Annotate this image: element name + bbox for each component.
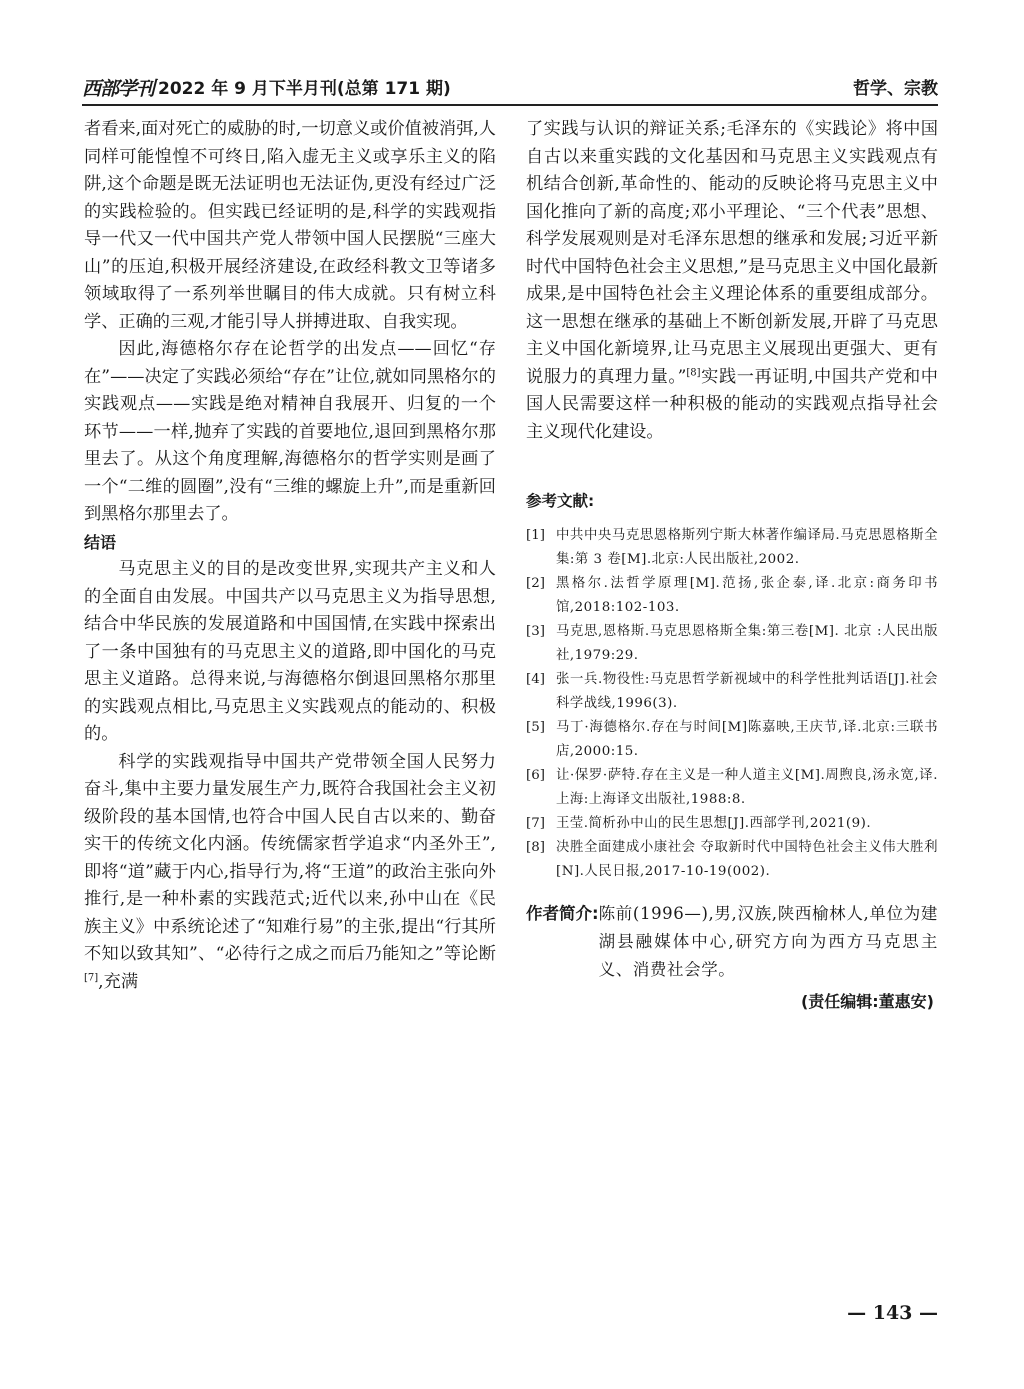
reference-number: [2] [526, 575, 545, 591]
reference-item [526, 572, 938, 620]
paragraph-text: 实践一再证明,中国共产党和中国人民需要这样一种积极的能动的实践观点指导社会主义现代化建设。 [526, 366, 938, 442]
page-header [82, 66, 938, 106]
reference-text: 马克思,恩格斯.马克思恩格斯全集:第三卷[M]. 北京 :人民出版社,1979:29. [556, 623, 938, 663]
author-bio [526, 900, 938, 984]
paragraph: 者看来,面对死亡的威胁的时,一切意义或价值被消弭,人同样可能惶惶不可终日,陷入虚无主义或享乐主义的陷阱,这个命题是既无法证明也无法证伪,更没有经过广泛的实践检验的。但实践已经证明的是,科学的实践观指导一代又一代中国共产党人带领中国人民摆脱“三座大山”的压迫,积极开展经济建设,在政经科教文卫等诸多领域取得了一系列举世瞩目的伟大成就。只有树立科学、正确的三观,才能引导人拼搏进取、自我实现。 [84, 119, 496, 332]
paragraph: 因此,海德格尔存在论哲学的出发点——回忆“存在”——决定了实践必须给“存在”让位,就如同黑格尔的实践观点——实践是绝对精神自我展开、归复的一个环节——一样,抛弃了实践的首要地位,退回到黑格尔那里去了。从这个角度理解,海德格尔的哲学实则是画了一个“二维的圆圈”,没有“三维的螺旋上升”,而是重新回到黑格尔那里去了。 [84, 339, 496, 524]
left-column [84, 116, 496, 996]
reference-number: [8] [526, 839, 545, 855]
reference-number: [3] [526, 623, 545, 639]
reference-item [526, 812, 938, 836]
header-rule [82, 104, 938, 106]
reference-number: [7] [526, 815, 545, 831]
section-name: 哲学、宗教 [853, 79, 938, 99]
reference-text: 黑格尔.法哲学原理[M].范扬,张企泰,译.北京:商务印书馆,2018:102-103. [556, 575, 938, 615]
reference-item [526, 620, 938, 668]
paragraph-text: 了实践与认识的辩证关系;毛泽东的《实践论》将中国自古以来重实践的文化基因和马克思主义实践观点有机结合创新,革命性的、能动的反映论将马克思主义中国化推向了新的高度;邓小平理论、“三个代表”思想、科学发展观则是对毛泽东思想的继承和发展;习近平新时代中国特色社会主义思想,”是马克思主义中国化最新成果,是中国特色社会主义理论体系的重要组成部分。这一思想在继承的基础上不断创新发展,开辟了马克思主义中国化新境界,让马克思主义展现出更强大、更有说服力的真理力量。” [526, 119, 938, 387]
paragraph-text: ,充满 [98, 971, 139, 992]
paragraph-text: 科学的实践观指导中国共产党带领全国人民努力奋斗,集中主要力量发展生产力,既符合我国社会主义初级阶段的基本国情,也符合中国人民自古以来的、勤奋实干的传统文化内涵。传统儒家哲学追求“内圣外王”,即将“道”藏于内心,指导行为,将“王道”的政治主张向外推行,是一种朴素的实践范式;近代以来,孙中山在《民族主义》中系统论述了“知难行易”的主张,提出“行其所不知以致其知”、“必待行之成之而后乃能知之”等论断 [84, 751, 496, 964]
citation-marker: [7] [84, 971, 99, 983]
reference-item [526, 836, 938, 884]
references-list [526, 524, 938, 884]
reference-text: 王莹.简析孙中山的民生思想[J].西部学刊,2021(9). [556, 815, 872, 831]
reference-text: 张一兵.物役性:马克思哲学新视域中的科学性批判话语[J].社会科学战线,1996(3). [556, 671, 938, 711]
page-number: — 143 — [847, 1302, 938, 1324]
reference-number: [5] [526, 719, 545, 735]
journal-logo: 西部学刊 [82, 78, 155, 100]
paragraph: 马克思主义的目的是改变世界,实现共产主义和人的全面自由发展。中国共产以马克思主义为指导思想,结合中华民族的发展道路和中国国情,在实践中探索出了一条中国独有的马克思主义的道路,即中国化的马克思主义道路。总得来说,与海德格尔倒退回黑格尔那里的实践观点相比,马克思主义实践观点的能动的、积极的。 [84, 559, 496, 744]
reference-item [526, 764, 938, 812]
reference-text: 让·保罗·萨特.存在主义是一种人道主义[M].周煦良,汤永宽,译.上海:上海译文出版社,1988:8. [556, 767, 938, 807]
reference-number: [1] [526, 527, 545, 543]
citation-marker: [8] [686, 366, 701, 378]
reference-number: [6] [526, 767, 545, 783]
reference-item [526, 524, 938, 572]
conclusion-heading: 结语 [84, 532, 117, 552]
author-label: 作者简介: [526, 903, 599, 923]
reference-number: [4] [526, 671, 545, 687]
reference-item [526, 668, 938, 716]
right-column [526, 116, 938, 1015]
reference-text: 中共中央马克思恩格斯列宁斯大林著作编译局.马克思恩格斯全集:第 3 卷[M].北京:人民出版社,2002. [556, 527, 938, 567]
reference-text: 决胜全面建成小康社会 夺取新时代中国特色社会主义伟大胜利[N].人民日报,2017-10-19(002). [556, 839, 938, 879]
issue-info: 2022 年 9 月下半月刊(总第 171 期) [158, 79, 451, 99]
responsible-editor: (责任编辑:董惠安) [800, 991, 934, 1011]
paragraph [84, 749, 496, 997]
reference-item [526, 716, 938, 764]
author-text: 陈前(1996—),男,汉族,陕西榆林人,单位为建湖县融媒体中心,研究方向为西方马克思主义、消费社会学。 [598, 903, 938, 979]
reference-text: 马丁·海德格尔.存在与时间[M]陈嘉映,王庆节,译.北京:三联书店,2000:15. [556, 719, 938, 759]
paragraph [526, 116, 938, 446]
references-title: 参考文献: [526, 492, 595, 510]
